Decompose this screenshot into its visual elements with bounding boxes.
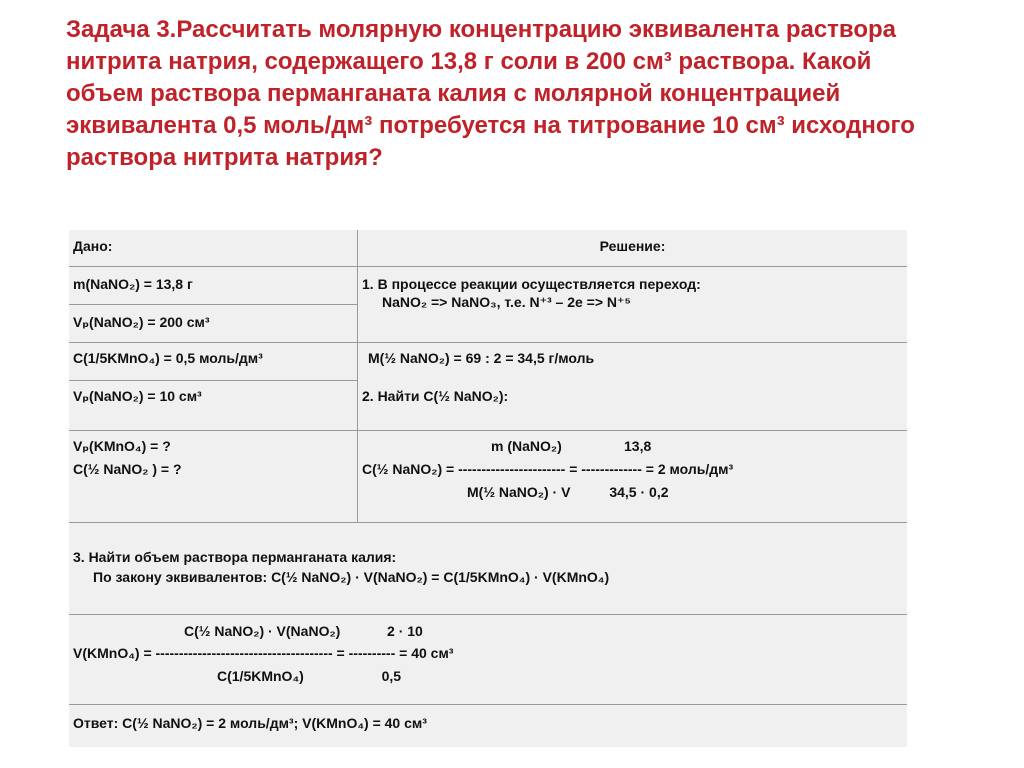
fraction1-main: C(½ NaNO₂) = ----------------------- = ------------- = 2 моль/дм³: [362, 461, 734, 477]
problem-line: нитрита натрия, содержащего 13,8 г соли в 200 см³ раствора. Какой: [66, 48, 872, 75]
row-divider: [69, 614, 907, 615]
step3-text: 3. Найти объем раствора перманганата калия:: [73, 549, 397, 565]
equivalence-law: По закону эквивалентов: C(½ NaNO₂) · V(NaNO₂) = C(1/5KMnO₄) · V(KMnO₄): [93, 569, 610, 585]
problem-line: эквивалента 0,5 моль/дм³ потребуется на титрование 10 см³ исходного: [66, 112, 915, 139]
step2-text: 2. Найти C(½ NaNO₂):: [362, 388, 509, 404]
given-concentration: C(1/5KMnO₄) = 0,5 моль/дм³: [73, 350, 263, 366]
given-volume: Vₚ(NaNO₂) = 200 см³: [73, 314, 210, 330]
solution-table: [69, 230, 907, 747]
molar-mass: M(½ NaNO₂) = 69 : 2 = 34,5 г/моль: [368, 350, 595, 366]
row-divider: [69, 522, 907, 523]
answer: Ответ: C(½ NaNO₂) = 2 моль/дм³; V(KMnO₄) = 40 см³: [73, 715, 427, 731]
row-divider: [69, 342, 907, 343]
problem-line: объем раствора перманганата калия с молярной концентрацией: [66, 80, 841, 107]
fraction2-main: V(KMnO₄) = -------------------------------------- = ---------- = 40 см³: [73, 645, 454, 661]
solution-header: Решение:: [599, 238, 666, 254]
given-header: Дано:: [73, 238, 113, 254]
fraction1-denominator: M(½ NaNO₂) · V 34,5 · 0,2: [467, 484, 669, 500]
find-concentration: C(½ NaNO₂ ) = ?: [73, 461, 182, 477]
problem-line: Задача 3.Рассчитать молярную концентрацию эквивалента раствора: [66, 16, 897, 43]
fraction1-numerator: m (NaNO₂) 13,8: [491, 438, 652, 454]
fraction2-denominator: C(1/5KMnO₄) 0,5: [217, 668, 402, 684]
row-divider: [69, 380, 357, 381]
column-divider: [357, 230, 358, 522]
row-divider: [69, 266, 907, 267]
problem-statement: [66, 14, 966, 174]
problem-line: раствора нитрита натрия?: [66, 144, 383, 171]
find-volume: Vₚ(KMnO₄) = ?: [73, 438, 171, 454]
row-divider: [69, 704, 907, 705]
row-divider: [69, 430, 907, 431]
step1-text: 1. В процессе реакции осуществляется переход:: [362, 276, 701, 292]
given-titration-volume: Vₚ(NaNO₂) = 10 см³: [73, 388, 202, 404]
step1-transition: NaNO₂ => NaNO₃, т.е. N⁺³ – 2e => N⁺⁵: [382, 294, 631, 310]
row-divider: [69, 304, 357, 305]
fraction2-numerator: C(½ NaNO₂) · V(NaNO₂) 2 · 10: [184, 623, 423, 639]
given-mass: m(NaNO₂) = 13,8 г: [73, 276, 193, 292]
